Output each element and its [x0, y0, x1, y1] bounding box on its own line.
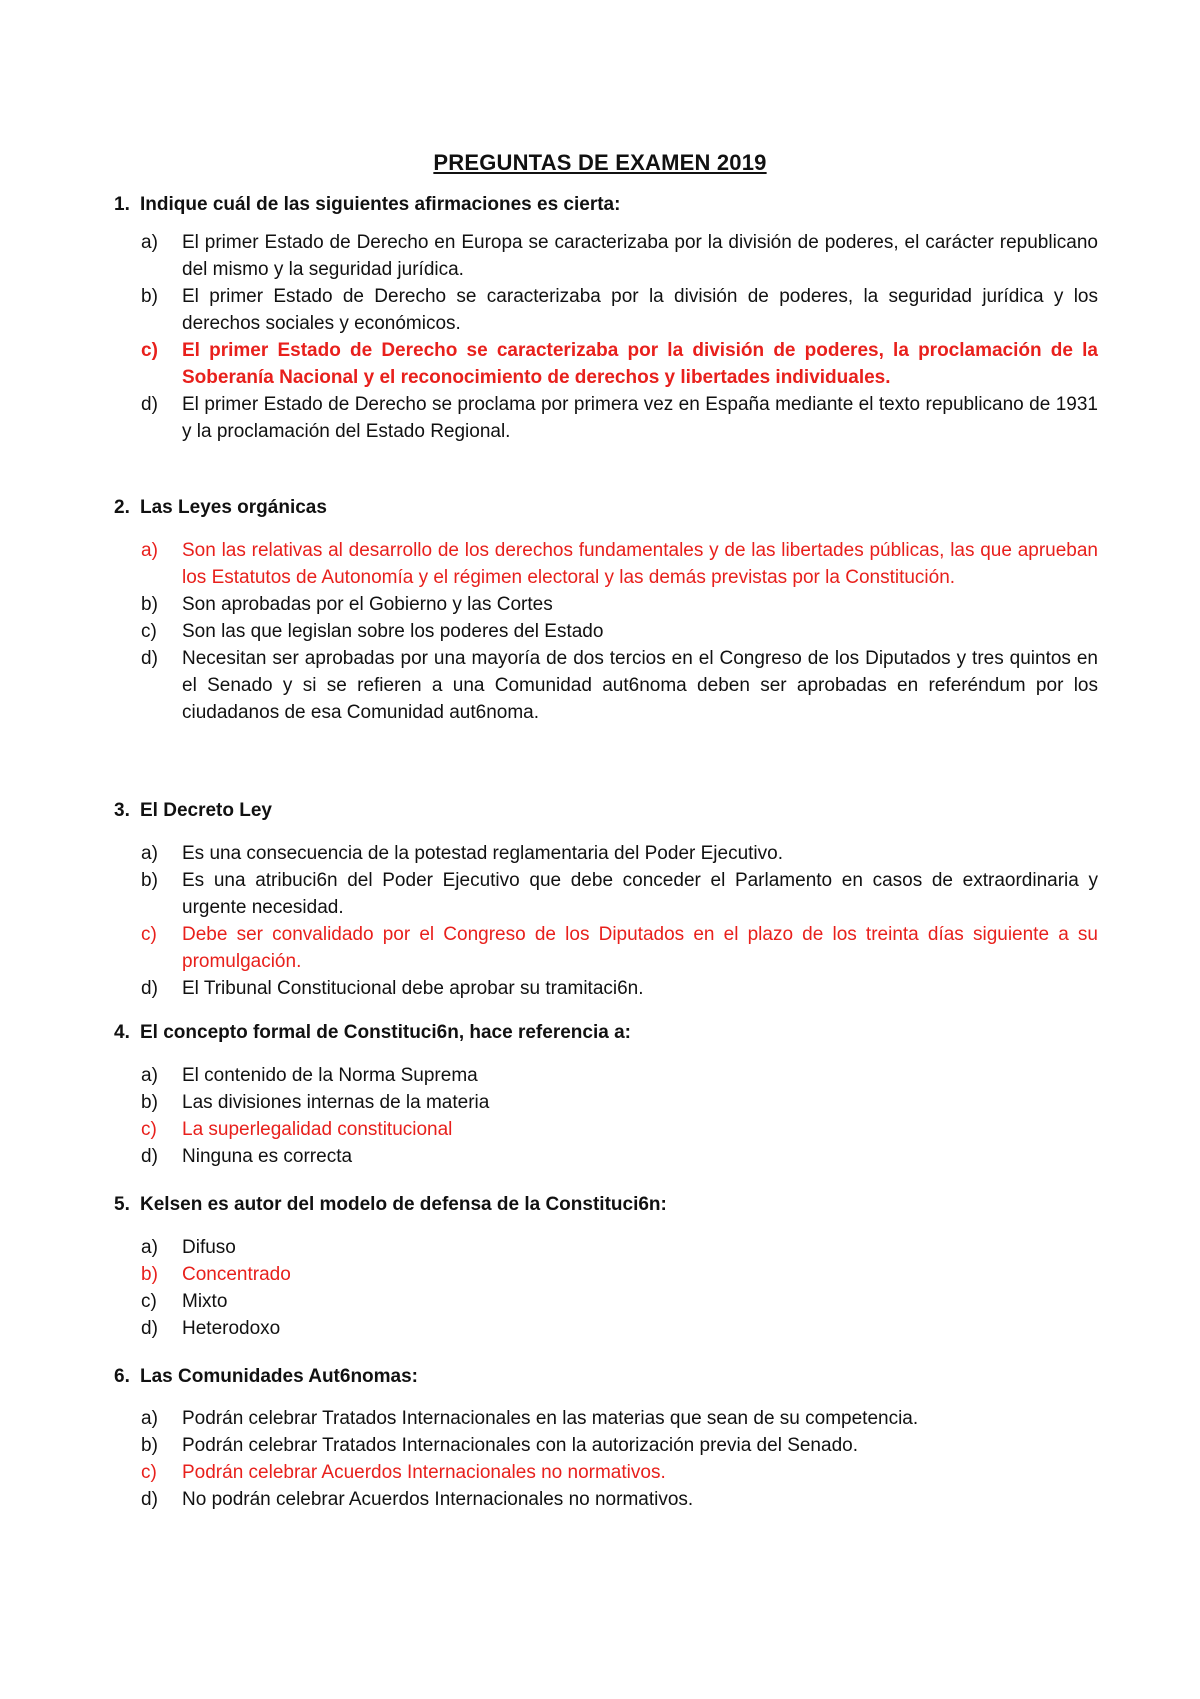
- option-label: c): [141, 340, 158, 361]
- question-2: [114, 497, 1104, 519]
- option-text: No podrán celebrar Acuerdos Internacionales no normativos.: [182, 1489, 694, 1510]
- option-2a-correct: [141, 537, 1098, 591]
- option-text: El contenido de la Norma Suprema: [182, 1065, 478, 1086]
- option-label: a): [141, 1408, 158, 1429]
- page-title: PREGUNTAS DE EXAMEN 2019: [433, 150, 767, 175]
- option-1d: [141, 391, 1098, 445]
- question-5: [114, 1194, 1104, 1216]
- question-4-options: [141, 1062, 1098, 1170]
- option-text: Podrán celebrar Tratados Internacionales con la autorización previa del Senado.: [182, 1435, 858, 1456]
- option-2c: [141, 618, 1098, 645]
- option-label: d): [141, 978, 158, 999]
- option-6c-correct: [141, 1459, 971, 1486]
- option-text: Son las relativas al desarrollo de los derechos fundamentales y de las libertades públicas, las que aprueban los Estatutos de Autonomía y el régimen electoral y las demás previstas por la Constitución.: [182, 540, 1098, 588]
- option-text: Las divisiones internas de la materia: [182, 1092, 490, 1113]
- option-label: c): [141, 621, 157, 642]
- question-3: [114, 800, 1104, 822]
- option-label: a): [141, 843, 158, 864]
- option-label: b): [141, 594, 158, 615]
- question-2-options: [141, 537, 1098, 726]
- option-text: Es una consecuencia de la potestad reglamentaria del Poder Ejecutivo.: [182, 843, 783, 864]
- option-text: Mixto: [182, 1291, 228, 1312]
- question-text: Las Leyes orgánicas: [140, 497, 327, 518]
- option-4d: [141, 1143, 1098, 1170]
- option-4b: [141, 1089, 1098, 1116]
- option-text: Son aprobadas por el Gobierno y las Cortes: [182, 594, 553, 615]
- option-1c-correct: [141, 337, 1098, 391]
- option-label: a): [141, 1237, 158, 1258]
- option-text: Necesitan ser aprobadas por una mayoría de dos tercios en el Congreso de los Diputados y tres quintos en el Senado y si se refieren a una Comunidad aut6noma deben ser aprobadas en referéndum por los ciudadanos de esa Comunidad aut6noma.: [182, 648, 1098, 723]
- option-label: b): [141, 1092, 158, 1113]
- option-6b: [141, 1432, 971, 1459]
- option-label: c): [141, 924, 157, 945]
- question-text: Kelsen es autor del modelo de defensa de la Constituci6n:: [140, 1194, 667, 1215]
- option-1a: [141, 229, 1098, 283]
- option-label: d): [141, 394, 158, 415]
- option-3b: [141, 867, 1098, 921]
- question-5-options: [141, 1234, 1098, 1342]
- option-label: b): [141, 1435, 158, 1456]
- option-text: El primer Estado de Derecho se caracterizaba por la división de poderes, la seguridad jurídica y los derechos sociales y económicos.: [182, 286, 1098, 334]
- option-label: d): [141, 1318, 158, 1339]
- option-label: c): [141, 1462, 157, 1483]
- question-number: 3.: [114, 800, 130, 821]
- option-label: d): [141, 1146, 158, 1167]
- option-6d: [141, 1486, 971, 1513]
- option-text: Concentrado: [182, 1264, 291, 1285]
- option-text: El primer Estado de Derecho se proclama por primera vez en España mediante el texto republicano de 1931 y la proclamación del Estado Regional.: [182, 394, 1098, 442]
- option-text: El primer Estado de Derecho en Europa se caracterizaba por la división de poderes, el carácter republicano del mismo y la seguridad jurídica.: [182, 232, 1098, 280]
- option-5a: [141, 1234, 1098, 1261]
- option-4a: [141, 1062, 1098, 1089]
- option-text: La superlegalidad constitucional: [182, 1119, 453, 1140]
- option-label: c): [141, 1119, 157, 1140]
- option-text: Son las que legislan sobre los poderes del Estado: [182, 621, 604, 642]
- option-label: b): [141, 870, 158, 891]
- option-label: d): [141, 1489, 158, 1510]
- question-number: 4.: [114, 1022, 130, 1043]
- option-label: b): [141, 286, 158, 307]
- option-text: El Tribunal Constitucional debe aprobar su tramitaci6n.: [182, 978, 644, 999]
- question-number: 5.: [114, 1194, 130, 1215]
- option-text: Podrán celebrar Tratados Internacionales en las materias que sean de su competencia.: [182, 1408, 919, 1429]
- option-2d: [141, 645, 1098, 726]
- question-3-options: [141, 840, 1098, 1002]
- option-3c-correct: [141, 921, 1098, 975]
- question-6: [114, 1366, 1104, 1388]
- option-text: Difuso: [182, 1237, 236, 1258]
- option-5c: [141, 1288, 1098, 1315]
- option-4c-correct: [141, 1116, 1098, 1143]
- option-6a: [141, 1405, 971, 1432]
- question-number: 1.: [114, 194, 130, 215]
- option-text: El primer Estado de Derecho se caracterizaba por la división de poderes, la proclamación de la Soberanía Nacional y el reconocimiento de derechos y libertades individuales.: [182, 340, 1098, 388]
- option-label: c): [141, 1291, 157, 1312]
- option-text: Podrán celebrar Acuerdos Internacionales no normativos.: [182, 1462, 666, 1483]
- question-4: [114, 1022, 1104, 1044]
- question-text: El concepto formal de Constituci6n, hace referencia a:: [140, 1022, 631, 1043]
- option-label: b): [141, 1264, 158, 1285]
- option-label: a): [141, 540, 158, 561]
- question-1: [114, 194, 1104, 216]
- option-text: Ninguna es correcta: [182, 1146, 353, 1167]
- option-5b-correct: [141, 1261, 1098, 1288]
- option-3d: [141, 975, 1098, 1002]
- option-label: a): [141, 232, 158, 253]
- option-text: Es una atribuci6n del Poder Ejecutivo que debe conceder el Parlamento en casos de extraordinaria y urgente necesidad.: [182, 870, 1098, 918]
- question-1-options: [141, 229, 1098, 445]
- option-1b: [141, 283, 1098, 337]
- option-label: d): [141, 648, 158, 669]
- question-number: 6.: [114, 1366, 130, 1387]
- question-number: 2.: [114, 497, 130, 518]
- question-text: El Decreto Ley: [140, 800, 272, 821]
- question-text: Indique cuál de las siguientes afirmaciones es cierta:: [140, 194, 621, 215]
- option-2b: [141, 591, 1098, 618]
- option-text: Heterodoxo: [182, 1318, 281, 1339]
- option-5d: [141, 1315, 1098, 1342]
- option-text: Debe ser convalidado por el Congreso de los Diputados en el plazo de los treinta días siguiente a su promulgación.: [182, 924, 1098, 972]
- option-label: a): [141, 1065, 158, 1086]
- question-6-options: [141, 1405, 971, 1513]
- question-text: Las Comunidades Aut6nomas:: [140, 1366, 419, 1387]
- option-3a: [141, 840, 1098, 867]
